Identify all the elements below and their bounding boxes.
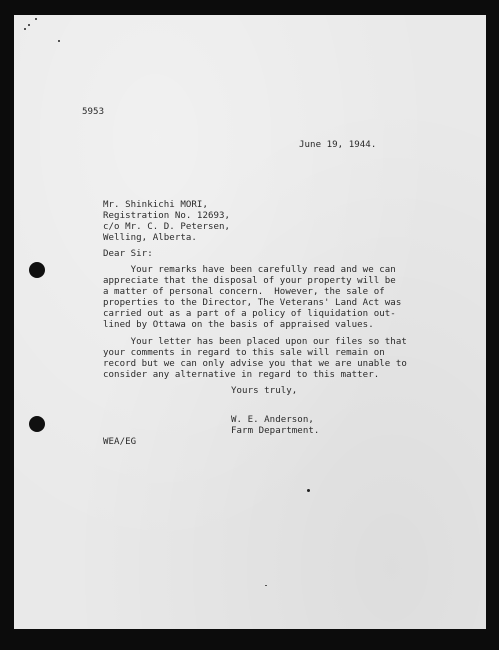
punch-hole-top [29,262,45,278]
paragraph-line: Your remarks have been carefully read and we can [103,265,396,275]
paragraph-line: a matter of personal concern. However, the sale of [103,287,385,297]
speck-mark [35,18,37,20]
speck-mark [24,28,26,30]
speck-mark [28,24,30,26]
signer-department: Farm Department. [231,426,320,436]
address-line: Registration No. 12693, [103,211,231,221]
speck-mark [307,489,310,492]
closing: Yours truly, [231,386,298,396]
signer-name: W. E. Anderson, [231,415,314,425]
salutation: Dear Sir: [103,249,153,259]
address-line: Welling, Alberta. [103,233,197,243]
reference-initials: WEA/EG [103,437,137,447]
speck-mark [265,585,267,586]
letter-page [14,15,486,629]
punch-hole-bottom [29,416,45,432]
paragraph-line: consider any alternative in regard to this matter. [103,370,380,380]
file-number: 5953 [82,107,105,117]
letter-date: June 19, 1944. [299,140,377,150]
address-line: c/o Mr. C. D. Petersen, [103,222,231,232]
paragraph-line: appreciate that the disposal of your property will be [103,276,396,286]
paragraph-line: carried out as a part of a policy of liquidation out- [103,309,396,319]
address-line: Mr. Shinkichi MORI, [103,200,208,210]
speck-mark [58,40,60,42]
paragraph-line: record but we can only advise you that we are unable to [103,359,407,369]
paragraph-line: properties to the Director, The Veterans' Land Act was [103,298,402,308]
paragraph-line: Your letter has been placed upon our files so that [103,337,407,347]
paragraph-line: lined by Ottawa on the basis of appraised values. [103,320,374,330]
paragraph-line: your comments in regard to this sale will remain on [103,348,385,358]
